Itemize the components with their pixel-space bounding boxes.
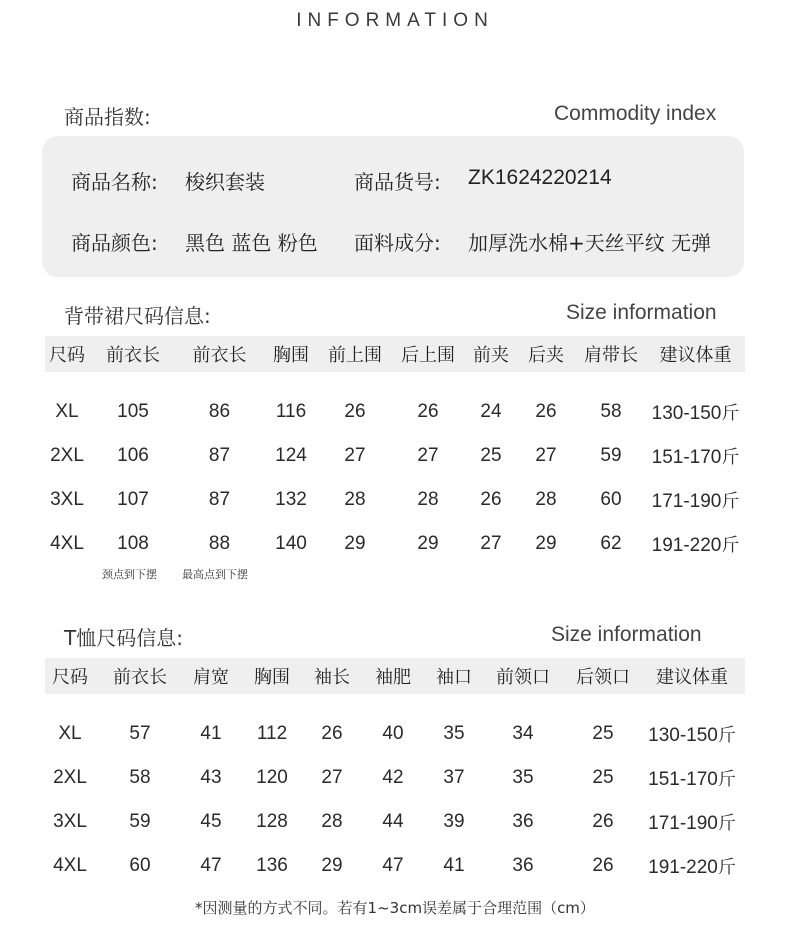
cell: 45 — [200, 811, 222, 832]
cell: 120 — [256, 767, 288, 788]
cell: 3XL — [53, 811, 87, 832]
weight-cell — [646, 390, 745, 434]
weight-unit: 斤 — [721, 535, 740, 556]
cell: 3XL — [50, 489, 84, 510]
table-row — [45, 478, 745, 522]
col-cuff: 袖口 — [429, 658, 479, 694]
cell: 60 — [129, 855, 151, 876]
cell: 87 — [208, 489, 231, 510]
cell: 62 — [600, 533, 622, 554]
cell: 36 — [512, 855, 534, 876]
cell: 26 — [344, 401, 366, 422]
product-color-label: 商品颜色: — [71, 231, 158, 255]
product-fabric-value: 加厚洗水棉+天丝平纹 无弹 — [468, 231, 712, 255]
product-sku-value: ZK1624220214 — [468, 166, 612, 189]
cell: 27 — [535, 445, 557, 466]
measurement-footnote: *因测量的方式不同。若有1~3cm误差属于合理范围（cm） — [195, 899, 595, 917]
cell: 47 — [200, 855, 222, 876]
cell: 2XL — [50, 445, 84, 466]
cell: 24 — [480, 401, 502, 422]
commodity-title-en: Commodity index — [554, 102, 717, 125]
weight-unit: 斤 — [717, 769, 736, 790]
weight-unit: 斤 — [721, 403, 740, 424]
product-color-value: 黑色 蓝色 粉色 — [185, 231, 318, 255]
skirt-size-table — [45, 336, 745, 566]
cell: XL — [55, 401, 79, 422]
cell: 35 — [512, 767, 534, 788]
cell: 34 — [512, 723, 534, 744]
cell: 41 — [443, 855, 465, 876]
cell: 59 — [600, 445, 622, 466]
cell: 29 — [321, 855, 343, 876]
table-row — [45, 522, 745, 566]
cell: 41 — [200, 723, 222, 744]
weight-range: 191-220 — [648, 857, 718, 878]
tshirt-size-title: T恤尺码信息: — [64, 626, 183, 650]
table-row — [45, 390, 745, 434]
table-row — [45, 712, 745, 756]
commodity-title: 商品指数: — [64, 105, 151, 129]
col-suggested-weight: 建议体重 — [639, 658, 745, 694]
weight-range: 151-170 — [651, 447, 722, 468]
cell: 39 — [443, 811, 465, 832]
cell: 112 — [256, 723, 288, 744]
cell: 124 — [275, 445, 307, 466]
cell: 108 — [117, 533, 149, 554]
table-row — [45, 800, 745, 844]
cell: 107 — [117, 489, 149, 510]
cell: 43 — [200, 767, 222, 788]
cell: 44 — [382, 811, 404, 832]
col-size: 尺码 — [45, 336, 89, 372]
table-row — [45, 756, 745, 800]
cell: 128 — [256, 811, 288, 832]
weight-cell — [639, 844, 745, 888]
cell: 26 — [480, 489, 502, 510]
cell: 106 — [117, 445, 149, 466]
product-fabric-label: 面料成分: — [354, 231, 441, 255]
cell: 25 — [592, 723, 614, 744]
cell: 27 — [344, 445, 366, 466]
weight-range: 130-150 — [651, 403, 722, 424]
col-size: 尺码 — [45, 658, 95, 694]
col-front-length-2: 前衣长 — [177, 336, 262, 372]
cell: 27 — [417, 445, 439, 466]
page-title: INFORMATION — [296, 10, 494, 31]
cell: 4XL — [50, 533, 84, 554]
col-front-neckline: 前领口 — [479, 658, 567, 694]
cell: 132 — [275, 489, 307, 510]
col-back-upper: 后上围 — [390, 336, 466, 372]
cell: 28 — [321, 811, 343, 832]
cell: 26 — [535, 401, 557, 422]
col-front-armhole: 前夹 — [466, 336, 516, 372]
front-length-note: 颈点到下摆 — [102, 568, 157, 581]
col-back-armhole: 后夹 — [516, 336, 576, 372]
skirt-size-title: 背带裙尺码信息: — [64, 304, 211, 328]
cell: 42 — [382, 767, 404, 788]
cell: 59 — [129, 811, 151, 832]
weight-unit: 斤 — [721, 447, 740, 468]
cell: 35 — [443, 723, 465, 744]
col-shoulder: 肩宽 — [185, 658, 237, 694]
cell: XL — [58, 723, 82, 744]
table-row — [45, 434, 745, 478]
cell: 86 — [208, 401, 231, 422]
cell: 87 — [208, 445, 231, 466]
cell: 29 — [417, 533, 439, 554]
cell: 37 — [443, 767, 465, 788]
cell: 105 — [117, 401, 149, 422]
table-row — [45, 844, 745, 888]
cell: 47 — [382, 855, 404, 876]
weight-range: 171-190 — [648, 813, 718, 834]
col-chest: 胸围 — [262, 336, 320, 372]
weight-unit: 斤 — [721, 491, 740, 512]
col-sleeve-length: 袖长 — [307, 658, 357, 694]
weight-range: 171-190 — [651, 491, 722, 512]
cell: 25 — [592, 767, 614, 788]
col-front-length: 前衣长 — [89, 336, 177, 372]
cell: 25 — [480, 445, 502, 466]
cell: 26 — [321, 723, 343, 744]
weight-cell — [639, 756, 745, 800]
cell: 60 — [600, 489, 622, 510]
tshirt-size-table — [45, 658, 745, 888]
cell: 28 — [417, 489, 439, 510]
weight-cell — [639, 800, 745, 844]
col-chest: 胸围 — [237, 658, 307, 694]
weight-range: 130-150 — [648, 725, 718, 746]
col-suggested-weight: 建议体重 — [646, 336, 745, 372]
product-name-value: 梭织套装 — [185, 170, 265, 194]
cell: 140 — [275, 533, 307, 554]
cell: 88 — [208, 533, 231, 554]
tshirt-size-title-en: Size information — [551, 623, 702, 646]
col-sleeve-width: 袖肥 — [357, 658, 429, 694]
weight-cell — [646, 522, 745, 566]
tshirt-header-row — [45, 658, 745, 694]
cell: 28 — [535, 489, 557, 510]
cell: 28 — [344, 489, 366, 510]
cell: 26 — [417, 401, 439, 422]
commodity-index-box — [42, 136, 744, 277]
cell: 2XL — [53, 767, 87, 788]
product-sku-label: 商品货号: — [354, 170, 441, 194]
weight-cell — [639, 712, 745, 756]
weight-cell — [646, 434, 745, 478]
skirt-size-title-en: Size information — [566, 301, 717, 324]
cell: 116 — [275, 401, 307, 422]
product-name-label: 商品名称: — [71, 170, 158, 194]
cell: 58 — [129, 767, 151, 788]
skirt-header-row — [45, 336, 745, 372]
col-front-upper: 前上围 — [320, 336, 390, 372]
front-length-note-2: 最高点到下摆 — [182, 568, 248, 581]
weight-unit: 斤 — [717, 857, 736, 878]
weight-range: 151-170 — [648, 769, 718, 790]
col-front-length: 前衣长 — [95, 658, 185, 694]
cell: 40 — [382, 723, 404, 744]
weight-cell — [646, 478, 745, 522]
cell: 36 — [512, 811, 534, 832]
cell: 4XL — [53, 855, 87, 876]
cell: 136 — [256, 855, 288, 876]
col-strap-length: 肩带长 — [576, 336, 646, 372]
cell: 29 — [535, 533, 557, 554]
weight-unit: 斤 — [717, 725, 736, 746]
cell: 29 — [344, 533, 366, 554]
col-back-neckline: 后领口 — [567, 658, 639, 694]
cell: 27 — [480, 533, 502, 554]
cell: 57 — [129, 723, 151, 744]
cell: 26 — [592, 855, 614, 876]
cell: 58 — [600, 401, 622, 422]
cell: 27 — [321, 767, 343, 788]
weight-unit: 斤 — [717, 813, 736, 834]
cell: 26 — [592, 811, 614, 832]
weight-range: 191-220 — [651, 535, 722, 556]
